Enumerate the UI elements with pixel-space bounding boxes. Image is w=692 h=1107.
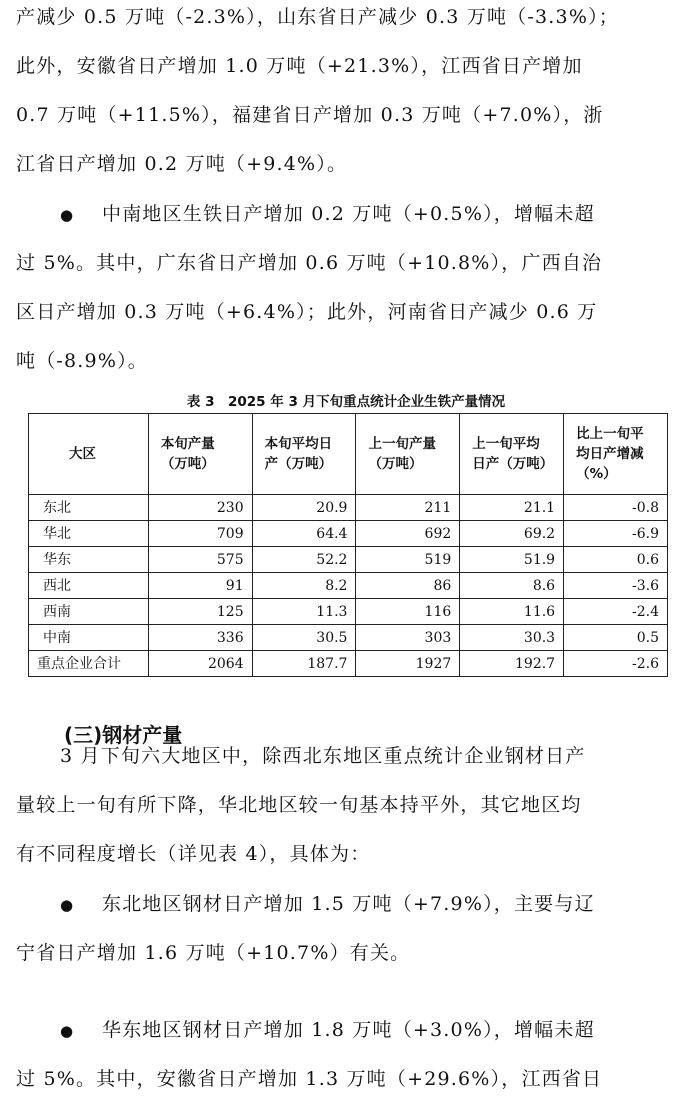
cell-region: 重点企业合计 [29,651,149,677]
cell-current-avg: 64.4 [252,521,356,547]
table-row [29,625,668,651]
cell-current-avg: 20.9 [252,495,356,521]
bullet-icon: ● [60,206,75,224]
cell-current-avg: 187.7 [252,651,356,677]
text-line: 宁省日产增加 1.6 万吨（+10.7%）有关。 [16,942,411,964]
cell-region: 东北 [29,495,149,521]
cell-prev: 211 [356,495,460,521]
header-current-output: 本旬产量（万吨） [148,414,252,495]
cell-change: -2.6 [564,651,668,677]
cell-change: -6.9 [564,521,668,547]
cell-change: -3.6 [564,573,668,599]
header-previous-output: 上一旬产量（万吨） [356,414,460,495]
cell-current: 91 [148,573,252,599]
bullet-icon: ● [60,896,75,914]
pig-iron-table [28,413,668,677]
cell-prev-avg: 192.7 [460,651,564,677]
text-line: 中南地区生铁日产增加 0.2 万吨（+0.5%），增幅未超 [102,203,595,225]
cell-prev-avg: 69.2 [460,521,564,547]
text-line: 有不同程度增长（详见表 4），具体为： [16,843,371,865]
header-current-daily-avg: 本旬平均日产（万吨） [252,414,356,495]
text-line: 0.7 万吨（+11.5%），福建省日产增加 0.3 万吨（+7.0%），浙 [16,104,604,126]
cell-change: -0.8 [564,495,668,521]
cell-prev-avg: 51.9 [460,547,564,573]
cell-current-avg: 8.2 [252,573,356,599]
cell-region: 中南 [29,625,149,651]
table-row [29,547,668,573]
cell-change: -2.4 [564,599,668,625]
cell-current-avg: 52.2 [252,547,356,573]
cell-prev: 692 [356,521,460,547]
cell-prev: 116 [356,599,460,625]
text-line: 此外，安徽省日产增加 1.0 万吨（+21.3%），江西省日产增加 [16,55,583,77]
table-row [29,521,668,547]
section-heading: (三)钢材产量 [64,723,183,747]
cell-prev: 86 [356,573,460,599]
header-region: 大区 [29,414,149,495]
text-line: 江省日产增加 0.2 万吨（+9.4%）。 [16,153,348,175]
cell-prev-avg: 11.6 [460,599,564,625]
cell-current: 2064 [148,651,252,677]
text-line: 华东地区钢材日产增加 1.8 万吨（+3.0%），增幅未超 [102,1019,595,1041]
text-line: 区日产增加 0.3 万吨（+6.4%）；此外，河南省日产减少 0.6 万 [16,301,598,323]
text-line: 吨（-8.9%）。 [16,350,148,372]
table-row [29,495,668,521]
cell-region: 华北 [29,521,149,547]
cell-current: 230 [148,495,252,521]
text-line: 东北地区钢材日产增加 1.5 万吨（+7.9%），主要与辽 [102,893,595,915]
cell-prev: 303 [356,625,460,651]
cell-region: 华东 [29,547,149,573]
cell-prev: 519 [356,547,460,573]
cell-current-avg: 30.5 [252,625,356,651]
text-line: 量较上一旬有所下降，华北地区较一旬基本持平外，其它地区均 [16,794,582,816]
text-line: 过 5%。其中，广东省日产增加 0.6 万吨（+10.8%），广西自治 [16,252,603,274]
table-header-row [29,414,668,495]
table-row-total [29,651,668,677]
bullet-icon: ● [60,1022,75,1040]
cell-current: 575 [148,547,252,573]
table-row [29,573,668,599]
cell-region: 西北 [29,573,149,599]
cell-prev-avg: 30.3 [460,625,564,651]
text-line: 产减少 0.5 万吨（-2.3%），山东省日产减少 0.3 万吨（-3.3%）； [16,6,619,28]
cell-change: 0.5 [564,625,668,651]
cell-current: 125 [148,599,252,625]
cell-prev-avg: 8.6 [460,573,564,599]
header-change-percent: 比上一旬平均日产增减（%） [564,414,668,495]
cell-region: 西南 [29,599,149,625]
cell-prev: 1927 [356,651,460,677]
cell-current: 709 [148,521,252,547]
cell-prev-avg: 21.1 [460,495,564,521]
cell-current-avg: 11.3 [252,599,356,625]
header-previous-daily-avg: 上一旬平均日产（万吨） [460,414,564,495]
cell-change: 0.6 [564,547,668,573]
text-line: 过 5%。其中，安徽省日产增加 1.3 万吨（+29.6%），江西省日 [16,1068,603,1090]
table-row [29,599,668,625]
table-caption: 表 3 2025 年 3 月下旬重点统计企业生铁产量情况 [186,394,506,410]
text-line: 3 月下旬六大地区中，除西北东地区重点统计企业钢材日产 [60,745,586,767]
cell-current: 336 [148,625,252,651]
